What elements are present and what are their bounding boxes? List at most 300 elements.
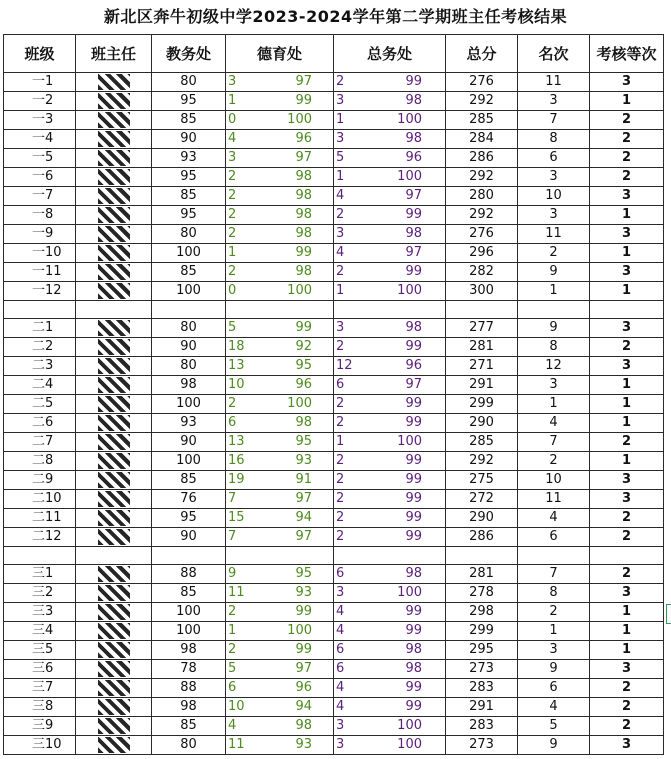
teacher-cell-redacted (76, 168, 152, 187)
teacher-cell-redacted (76, 641, 152, 660)
table-row (4, 528, 664, 547)
table-row (4, 357, 664, 376)
moral-office-cell (226, 73, 334, 92)
blank-cell (226, 301, 334, 319)
teacher-cell-redacted (76, 414, 152, 433)
redaction-mask (98, 604, 130, 620)
total-cell: 281 (446, 565, 518, 584)
rank-cell: 10 (518, 187, 590, 206)
blank-separator-row (4, 301, 664, 319)
table-row (4, 111, 664, 130)
grade-cell: 2 (590, 168, 664, 187)
academic-score-cell: 90 (152, 130, 226, 149)
blank-cell (446, 301, 518, 319)
table-row (4, 92, 664, 111)
redaction-mask (98, 74, 130, 90)
moral-office-cell (226, 395, 334, 414)
blank-cell (518, 547, 590, 565)
academic-score-cell: 100 (152, 244, 226, 263)
teacher-cell-redacted (76, 111, 152, 130)
grade-cell: 1 (590, 244, 664, 263)
total-cell: 273 (446, 736, 518, 755)
moral-score: 97 (295, 74, 312, 89)
rank-cell: 1 (518, 282, 590, 301)
grade-cell: 1 (590, 206, 664, 225)
table-row (4, 433, 664, 452)
general-score: 99 (405, 207, 422, 222)
general-deduction: 2 (336, 529, 345, 544)
moral-deduction: 16 (228, 453, 245, 468)
rank-cell: 11 (518, 225, 590, 244)
moral-office-cell (226, 660, 334, 679)
general-score: 96 (405, 358, 422, 373)
rank-cell: 4 (518, 698, 590, 717)
class-cell: 三1 (4, 565, 76, 584)
moral-deduction: 3 (228, 150, 237, 165)
total-cell: 292 (446, 206, 518, 225)
class-cell: 二2 (4, 338, 76, 357)
class-cell: 一12 (4, 282, 76, 301)
general-deduction: 2 (336, 415, 345, 430)
general-office-cell (334, 357, 446, 376)
general-deduction: 6 (336, 642, 345, 657)
moral-office-cell (226, 528, 334, 547)
general-score: 97 (405, 188, 422, 203)
total-cell: 286 (446, 528, 518, 547)
total-cell: 284 (446, 130, 518, 149)
general-deduction: 4 (336, 623, 345, 638)
grade-cell: 3 (590, 660, 664, 679)
general-office-cell (334, 263, 446, 282)
redaction-mask (98, 566, 130, 582)
class-cell: 一1 (4, 73, 76, 92)
teacher-cell-redacted (76, 717, 152, 736)
teacher-cell-redacted (76, 433, 152, 452)
total-cell: 283 (446, 717, 518, 736)
teacher-cell-redacted (76, 187, 152, 206)
table-row (4, 584, 664, 603)
rank-cell: 6 (518, 679, 590, 698)
general-office-cell (334, 338, 446, 357)
grade-cell: 2 (590, 679, 664, 698)
academic-score-cell: 100 (152, 282, 226, 301)
class-cell: 三6 (4, 660, 76, 679)
moral-deduction: 1 (228, 93, 237, 108)
moral-deduction: 2 (228, 226, 237, 241)
general-deduction: 2 (336, 510, 345, 525)
general-office-cell (334, 376, 446, 395)
blank-separator-row (4, 547, 664, 565)
academic-score-cell: 85 (152, 584, 226, 603)
moral-office-cell (226, 111, 334, 130)
general-office-cell (334, 244, 446, 263)
academic-score-cell: 100 (152, 603, 226, 622)
table-row (4, 736, 664, 755)
general-deduction: 3 (336, 718, 345, 733)
moral-office-cell (226, 168, 334, 187)
total-cell: 290 (446, 414, 518, 433)
rank-cell: 3 (518, 92, 590, 111)
rank-cell: 3 (518, 376, 590, 395)
redaction-mask (98, 131, 130, 147)
moral-office-cell (226, 244, 334, 263)
redaction-mask (98, 283, 130, 299)
blank-cell (226, 547, 334, 565)
total-cell: 275 (446, 471, 518, 490)
moral-score: 96 (295, 377, 312, 392)
moral-deduction: 13 (228, 434, 245, 449)
moral-office-cell (226, 225, 334, 244)
general-office-cell (334, 92, 446, 111)
class-cell: 三3 (4, 603, 76, 622)
class-cell: 一9 (4, 225, 76, 244)
table-row (4, 338, 664, 357)
moral-deduction: 6 (228, 680, 237, 695)
general-office-cell (334, 490, 446, 509)
moral-deduction: 7 (228, 529, 237, 544)
redaction-mask (98, 737, 130, 753)
moral-deduction: 11 (228, 737, 245, 752)
rank-cell: 3 (518, 206, 590, 225)
moral-score: 98 (295, 207, 312, 222)
page-title: 新北区奔牛初级中学2023-2024学年第二学期班主任考核结果 (103, 7, 568, 26)
blank-cell (4, 547, 76, 565)
academic-score-cell: 98 (152, 376, 226, 395)
general-deduction: 2 (336, 74, 345, 89)
moral-deduction: 7 (228, 491, 237, 506)
general-office-cell (334, 73, 446, 92)
academic-score-cell: 76 (152, 490, 226, 509)
academic-score-cell: 90 (152, 338, 226, 357)
moral-office-cell (226, 92, 334, 111)
general-score: 98 (405, 93, 422, 108)
general-score: 99 (405, 396, 422, 411)
teacher-cell-redacted (76, 584, 152, 603)
general-deduction: 2 (336, 264, 345, 279)
redaction-mask (98, 188, 130, 204)
grade-cell: 1 (590, 414, 664, 433)
table-row (4, 225, 664, 244)
general-office-cell (334, 528, 446, 547)
moral-office-cell (226, 565, 334, 584)
class-cell: 二10 (4, 490, 76, 509)
academic-score-cell: 78 (152, 660, 226, 679)
teacher-cell-redacted (76, 263, 152, 282)
moral-office-cell (226, 736, 334, 755)
total-cell: 295 (446, 641, 518, 660)
teacher-cell-redacted (76, 452, 152, 471)
total-cell: 292 (446, 92, 518, 111)
total-cell: 291 (446, 698, 518, 717)
general-score: 99 (405, 264, 422, 279)
teacher-cell-redacted (76, 73, 152, 92)
moral-office-cell (226, 490, 334, 509)
general-deduction: 4 (336, 680, 345, 695)
redaction-mask (98, 245, 130, 261)
teacher-cell-redacted (76, 395, 152, 414)
total-cell: 299 (446, 395, 518, 414)
class-cell: 一6 (4, 168, 76, 187)
redaction-mask (98, 623, 130, 639)
teacher-cell-redacted (76, 225, 152, 244)
grade-cell: 2 (590, 338, 664, 357)
moral-score: 98 (295, 188, 312, 203)
table-row (4, 490, 664, 509)
academic-score-cell: 95 (152, 206, 226, 225)
general-office-cell (334, 149, 446, 168)
total-cell: 276 (446, 225, 518, 244)
grade-cell: 1 (590, 395, 664, 414)
general-score: 97 (405, 245, 422, 260)
moral-score: 98 (295, 718, 312, 733)
header-general-office: 总务处 (334, 35, 446, 73)
general-score: 98 (405, 642, 422, 657)
header-class: 班级 (4, 35, 76, 73)
teacher-cell-redacted (76, 244, 152, 263)
grade-cell: 2 (590, 111, 664, 130)
moral-deduction: 2 (228, 604, 237, 619)
table-row (4, 641, 664, 660)
grade-cell: 1 (590, 282, 664, 301)
academic-score-cell: 90 (152, 433, 226, 452)
general-score: 99 (405, 680, 422, 695)
moral-office-cell (226, 338, 334, 357)
moral-score: 94 (295, 510, 312, 525)
teacher-cell-redacted (76, 319, 152, 338)
class-cell: 一4 (4, 130, 76, 149)
total-cell: 271 (446, 357, 518, 376)
rank-cell: 9 (518, 736, 590, 755)
results-table (3, 34, 664, 755)
rank-cell: 2 (518, 603, 590, 622)
moral-office-cell (226, 471, 334, 490)
general-deduction: 3 (336, 585, 345, 600)
general-deduction: 2 (336, 207, 345, 222)
general-office-cell (334, 584, 446, 603)
teacher-cell-redacted (76, 603, 152, 622)
redaction-mask (98, 680, 130, 696)
class-cell: 一10 (4, 244, 76, 263)
moral-deduction: 3 (228, 74, 237, 89)
grade-cell: 3 (590, 736, 664, 755)
grade-cell: 2 (590, 433, 664, 452)
table-row (4, 414, 664, 433)
moral-score: 97 (295, 491, 312, 506)
general-office-cell (334, 679, 446, 698)
moral-office-cell (226, 206, 334, 225)
class-cell: 一7 (4, 187, 76, 206)
general-score: 99 (405, 472, 422, 487)
moral-deduction: 15 (228, 510, 245, 525)
grade-cell: 2 (590, 149, 664, 168)
table-row (4, 149, 664, 168)
total-cell: 286 (446, 149, 518, 168)
moral-score: 95 (295, 566, 312, 581)
redaction-mask (98, 585, 130, 601)
moral-office-cell (226, 717, 334, 736)
teacher-cell-redacted (76, 376, 152, 395)
general-score: 99 (405, 491, 422, 506)
general-deduction: 3 (336, 93, 345, 108)
rank-cell: 11 (518, 73, 590, 92)
general-deduction: 2 (336, 453, 345, 468)
header-teacher: 班主任 (76, 35, 152, 73)
moral-score: 93 (295, 585, 312, 600)
general-deduction: 2 (336, 491, 345, 506)
teacher-cell-redacted (76, 130, 152, 149)
table-row (4, 660, 664, 679)
moral-office-cell (226, 376, 334, 395)
general-office-cell (334, 509, 446, 528)
general-deduction: 6 (336, 377, 345, 392)
teacher-cell-redacted (76, 565, 152, 584)
class-cell: 二11 (4, 509, 76, 528)
moral-deduction: 13 (228, 358, 245, 373)
moral-deduction: 2 (228, 169, 237, 184)
general-deduction: 2 (336, 339, 345, 354)
teacher-cell-redacted (76, 509, 152, 528)
moral-score: 98 (295, 226, 312, 241)
table-row (4, 130, 664, 149)
rank-cell: 8 (518, 584, 590, 603)
general-score: 100 (397, 737, 422, 752)
grade-cell: 3 (590, 490, 664, 509)
moral-deduction: 11 (228, 585, 245, 600)
grade-cell: 1 (590, 603, 664, 622)
class-cell: 三4 (4, 622, 76, 641)
moral-score: 94 (295, 699, 312, 714)
general-office-cell (334, 414, 446, 433)
moral-deduction: 10 (228, 377, 245, 392)
moral-office-cell (226, 282, 334, 301)
academic-score-cell: 90 (152, 528, 226, 547)
moral-score: 98 (295, 169, 312, 184)
teacher-cell-redacted (76, 471, 152, 490)
general-deduction: 12 (336, 358, 353, 373)
class-cell: 二7 (4, 433, 76, 452)
class-cell: 一8 (4, 206, 76, 225)
teacher-cell-redacted (76, 92, 152, 111)
general-office-cell (334, 603, 446, 622)
general-office-cell (334, 736, 446, 755)
rank-cell: 1 (518, 395, 590, 414)
grade-cell: 3 (590, 225, 664, 244)
moral-score: 93 (295, 453, 312, 468)
general-office-cell (334, 433, 446, 452)
general-deduction: 1 (336, 169, 345, 184)
moral-deduction: 2 (228, 188, 237, 203)
header-rank: 名次 (518, 35, 590, 73)
class-cell: 二12 (4, 528, 76, 547)
rank-cell: 9 (518, 660, 590, 679)
general-deduction: 5 (336, 150, 345, 165)
general-office-cell (334, 111, 446, 130)
general-score: 98 (405, 566, 422, 581)
general-score: 100 (397, 718, 422, 733)
moral-office-cell (226, 622, 334, 641)
header-grade: 考核等次 (590, 35, 664, 73)
table-row (4, 187, 664, 206)
general-deduction: 1 (336, 283, 345, 298)
grade-cell: 1 (590, 622, 664, 641)
general-office-cell (334, 717, 446, 736)
moral-score: 97 (295, 661, 312, 676)
redaction-mask (98, 510, 130, 526)
academic-score-cell: 93 (152, 149, 226, 168)
moral-score: 98 (295, 264, 312, 279)
moral-office-cell (226, 263, 334, 282)
teacher-cell-redacted (76, 149, 152, 168)
total-cell: 300 (446, 282, 518, 301)
moral-deduction: 2 (228, 396, 237, 411)
table-row (4, 168, 664, 187)
general-score: 99 (405, 339, 422, 354)
general-office-cell (334, 565, 446, 584)
total-cell: 296 (446, 244, 518, 263)
teacher-cell-redacted (76, 622, 152, 641)
total-cell: 276 (446, 73, 518, 92)
total-cell: 277 (446, 319, 518, 338)
table-row (4, 319, 664, 338)
grade-cell: 2 (590, 698, 664, 717)
table-row (4, 698, 664, 717)
academic-score-cell: 88 (152, 679, 226, 698)
moral-deduction: 4 (228, 718, 237, 733)
redaction-mask (98, 699, 130, 715)
rank-cell: 7 (518, 111, 590, 130)
general-score: 97 (405, 377, 422, 392)
redaction-mask (98, 226, 130, 242)
teacher-cell-redacted (76, 736, 152, 755)
total-cell: 292 (446, 168, 518, 187)
blank-cell (518, 301, 590, 319)
academic-score-cell: 80 (152, 73, 226, 92)
moral-deduction: 2 (228, 207, 237, 222)
general-score: 99 (405, 529, 422, 544)
moral-score: 99 (295, 642, 312, 657)
general-office-cell (334, 622, 446, 641)
table-row (4, 603, 664, 622)
grade-cell: 3 (590, 319, 664, 338)
moral-office-cell (226, 679, 334, 698)
class-cell: 二6 (4, 414, 76, 433)
general-office-cell (334, 395, 446, 414)
blank-cell (590, 547, 664, 565)
redaction-mask (98, 472, 130, 488)
general-office-cell (334, 168, 446, 187)
blank-cell (76, 547, 152, 565)
blank-cell (4, 301, 76, 319)
total-cell: 272 (446, 490, 518, 509)
rank-cell: 4 (518, 414, 590, 433)
moral-score: 95 (295, 358, 312, 373)
total-cell: 280 (446, 187, 518, 206)
grade-cell: 2 (590, 528, 664, 547)
moral-deduction: 1 (228, 245, 237, 260)
academic-score-cell: 95 (152, 509, 226, 528)
academic-score-cell: 80 (152, 319, 226, 338)
general-deduction: 3 (336, 737, 345, 752)
rank-cell: 8 (518, 130, 590, 149)
class-cell: 一3 (4, 111, 76, 130)
grade-cell: 1 (590, 92, 664, 111)
moral-deduction: 5 (228, 320, 237, 335)
moral-office-cell (226, 452, 334, 471)
table-body (4, 73, 664, 755)
moral-office-cell (226, 414, 334, 433)
general-score: 98 (405, 226, 422, 241)
table-row (4, 717, 664, 736)
